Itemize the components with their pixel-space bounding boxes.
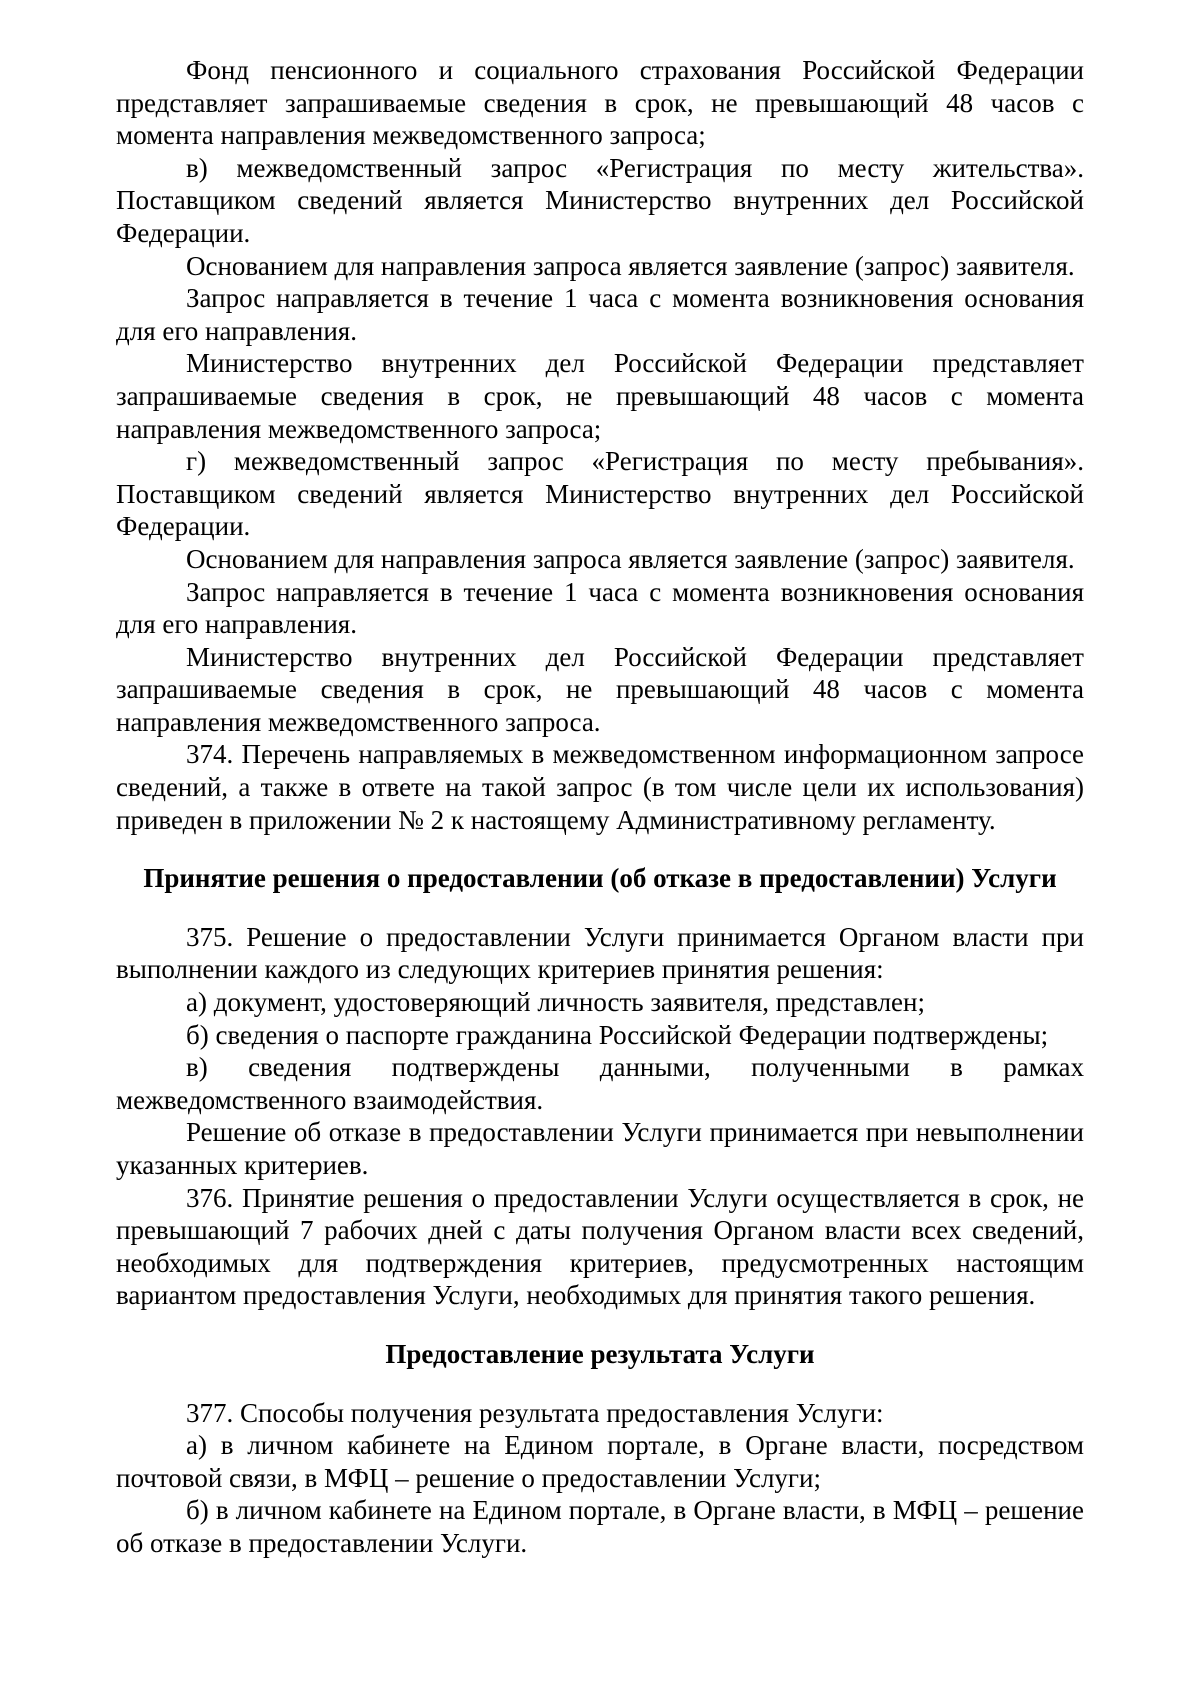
paragraph: 376. Принятие решения о предоставлении Услуги осуществляется в срок, не превышающий 7 рабочих дней с даты получения Органом власти всех сведений, необходимых для подтверждения критериев, предусмотренных настоящим вариантом предоставления Услуги, необходимых для принятия такого решения. [116,1182,1084,1311]
paragraph: б) в личном кабинете на Едином портале, в Органе власти, в МФЦ – решение об отказе в предоставлении Услуги. [116,1495,1084,1558]
paragraph: в) межведомственный запрос «Регистрация по месту жительства». Поставщиком сведений является Министерство внутренних дел Российской Федерации. [116,152,1084,248]
paragraph: Запрос направляется в течение 1 часа с момента возникновения основания для его направления. [116,576,1084,640]
paragraph: Министерство внутренних дел Российской Федерации представляет запрашиваемые сведения в срок, не превышающий 48 часов с момента направления межведомственного запроса; [116,348,1084,444]
paragraph: б) сведения о паспорте гражданина Российской Федерации подтверждены; [186,1019,1049,1050]
document-page [116,54,1084,1560]
result-section [116,1397,1084,1560]
paragraph: 374. Перечень направляемых в межведомственном информационном запросе сведений, а также в ответе на такой запрос (в том числе цели их использования) приведен в приложении № 2 к настоящему Административному регламенту. [116,739,1084,835]
paragraph: а) документ, удостоверяющий личность заявителя, представлен; [186,987,925,1018]
section-heading: Принятие решения о предоставлении (об отказе в предоставлении) Услуги [143,863,1057,894]
paragraph: Запрос направляется в течение 1 часа с момента возникновения основания для его направления. [116,283,1084,346]
paragraph: 377. Способы получения результата предоставления Услуги: [186,1397,884,1428]
section-heading: Предоставление результата Услуги [385,1338,815,1369]
paragraph: в) сведения подтверждены данными, полученными в рамках межведомственного взаимодействия. [116,1052,1084,1115]
paragraph: Решение об отказе в предоставлении Услуги принимается при невыполнении указанных критериев. [116,1117,1084,1180]
paragraph: Основанием для направления запроса является заявление (запрос) заявителя. [186,250,1075,281]
paragraph: г) межведомственный запрос «Регистрация по месту пребывания». Поставщиком сведений является Министерство внутренних дел Российской Федерации. [116,446,1084,542]
paragraph: Фонд пенсионного и социального страхования Российской Федерации представляет запрашиваемые сведения в срок, не превышающий 48 часов с момента направления межведомственного запроса; [116,55,1084,151]
intro-section [116,54,1084,836]
paragraph: Основанием для направления запроса является заявление (запрос) заявителя. [186,543,1075,574]
paragraph: Министерство внутренних дел Российской Федерации представляет запрашиваемые сведения в срок, не превышающий 48 часов с момента направления межведомственного запроса. [116,641,1084,737]
paragraph: 375. Решение о предоставлении Услуги принимается Органом власти при выполнении каждого из следующих критериев принятия решения: [116,921,1084,985]
paragraph: а) в личном кабинете на Едином портале, в Органе власти, посредством почтовой связи, в МФЦ – решение о предоставлении Услуги; [116,1430,1084,1493]
decision-section [116,921,1084,1312]
